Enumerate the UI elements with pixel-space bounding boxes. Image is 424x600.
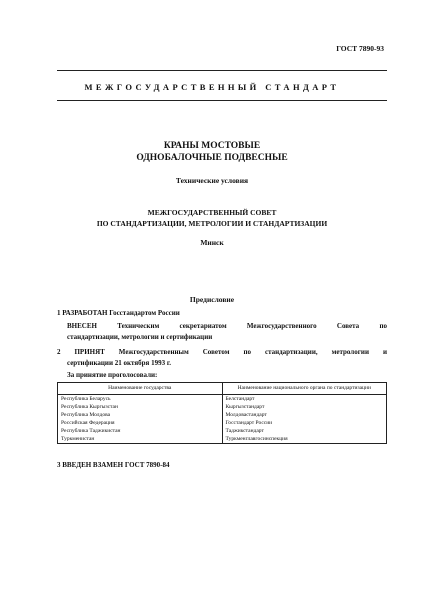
table-cell-state: Российская Федерация [58,419,223,427]
title-line-1: КРАНЫ МОСТОВЫЕ [163,141,261,151]
top-rule [57,70,387,71]
item-1-developed: 1 РАЗРАБОТАН Госстандартом России [57,309,180,317]
city: Минск [200,238,224,247]
table-cell-state: Республика Таджикистан [58,427,223,435]
header-rule [57,100,387,101]
item-3-replaces: 3 ВВЕДЕН ВЗАМЕН ГОСТ 7890-84 [57,461,170,469]
votes-table [57,382,387,444]
table-cell-state: Республика Беларусь [58,395,223,404]
council-line-2: ПО СТАНДАРТИЗАЦИИ, МЕТРОЛОГИИ И СТАНДАРТИЗАЦИИ [96,219,328,228]
title-line-2: ОДНОБАЛОЧНЫЕ ПОДВЕСНЫЕ [136,153,288,163]
table-row [58,427,387,435]
subtitle: Технические условия [175,176,249,185]
table-cell-body: Туркменглавгосинспекция [222,435,387,444]
table-cell-state: Туркменистан [58,435,223,444]
table-row [58,419,387,427]
table-cell-body: Госстандарт России [222,419,387,427]
voted-heading: За принятие проголосовали: [67,371,158,379]
column-header-body: Наименование национального органа по стандартизации [222,383,387,395]
preface-heading: Предисловие [189,295,235,304]
item-2-line-2: сертификации 21 октября 1993 г. [67,359,171,367]
table-cell-state: Республика Молдова [58,411,223,419]
table-row [58,395,387,404]
table-row [58,411,387,419]
table-cell-state: Республика Кыргызстан [58,403,223,411]
table-cell-body: Молдовастандарт [222,411,387,419]
table-cell-body: Белстандарт [222,395,387,404]
column-header-state: Наименование государства [58,383,223,395]
council-line-1: МЕЖГОСУДАРСТВЕННЫЙ СОВЕТ [147,208,277,217]
table-row [58,403,387,411]
table-cell-body: Таджикстандарт [222,427,387,435]
table-row [58,435,387,444]
document-code: ГОСТ 7890-93 [336,44,384,53]
table-cell-body: Кыргызстандарт [222,403,387,411]
item-2-line-1: 2 ПРИНЯТ Межгосударственным Советом по стандартизации, метрологии и [57,348,387,356]
standard-type: МЕЖГОСУДАРСТВЕННЫЙ СТАНДАРТ [84,82,340,92]
introduced-line-1: ВНЕСЕН Техническим секретариатом Межгосударственного Совета по [67,322,387,330]
votes-table-header [58,383,387,395]
introduced-line-2: стандартизации, метрологии и сертификации [67,333,213,341]
